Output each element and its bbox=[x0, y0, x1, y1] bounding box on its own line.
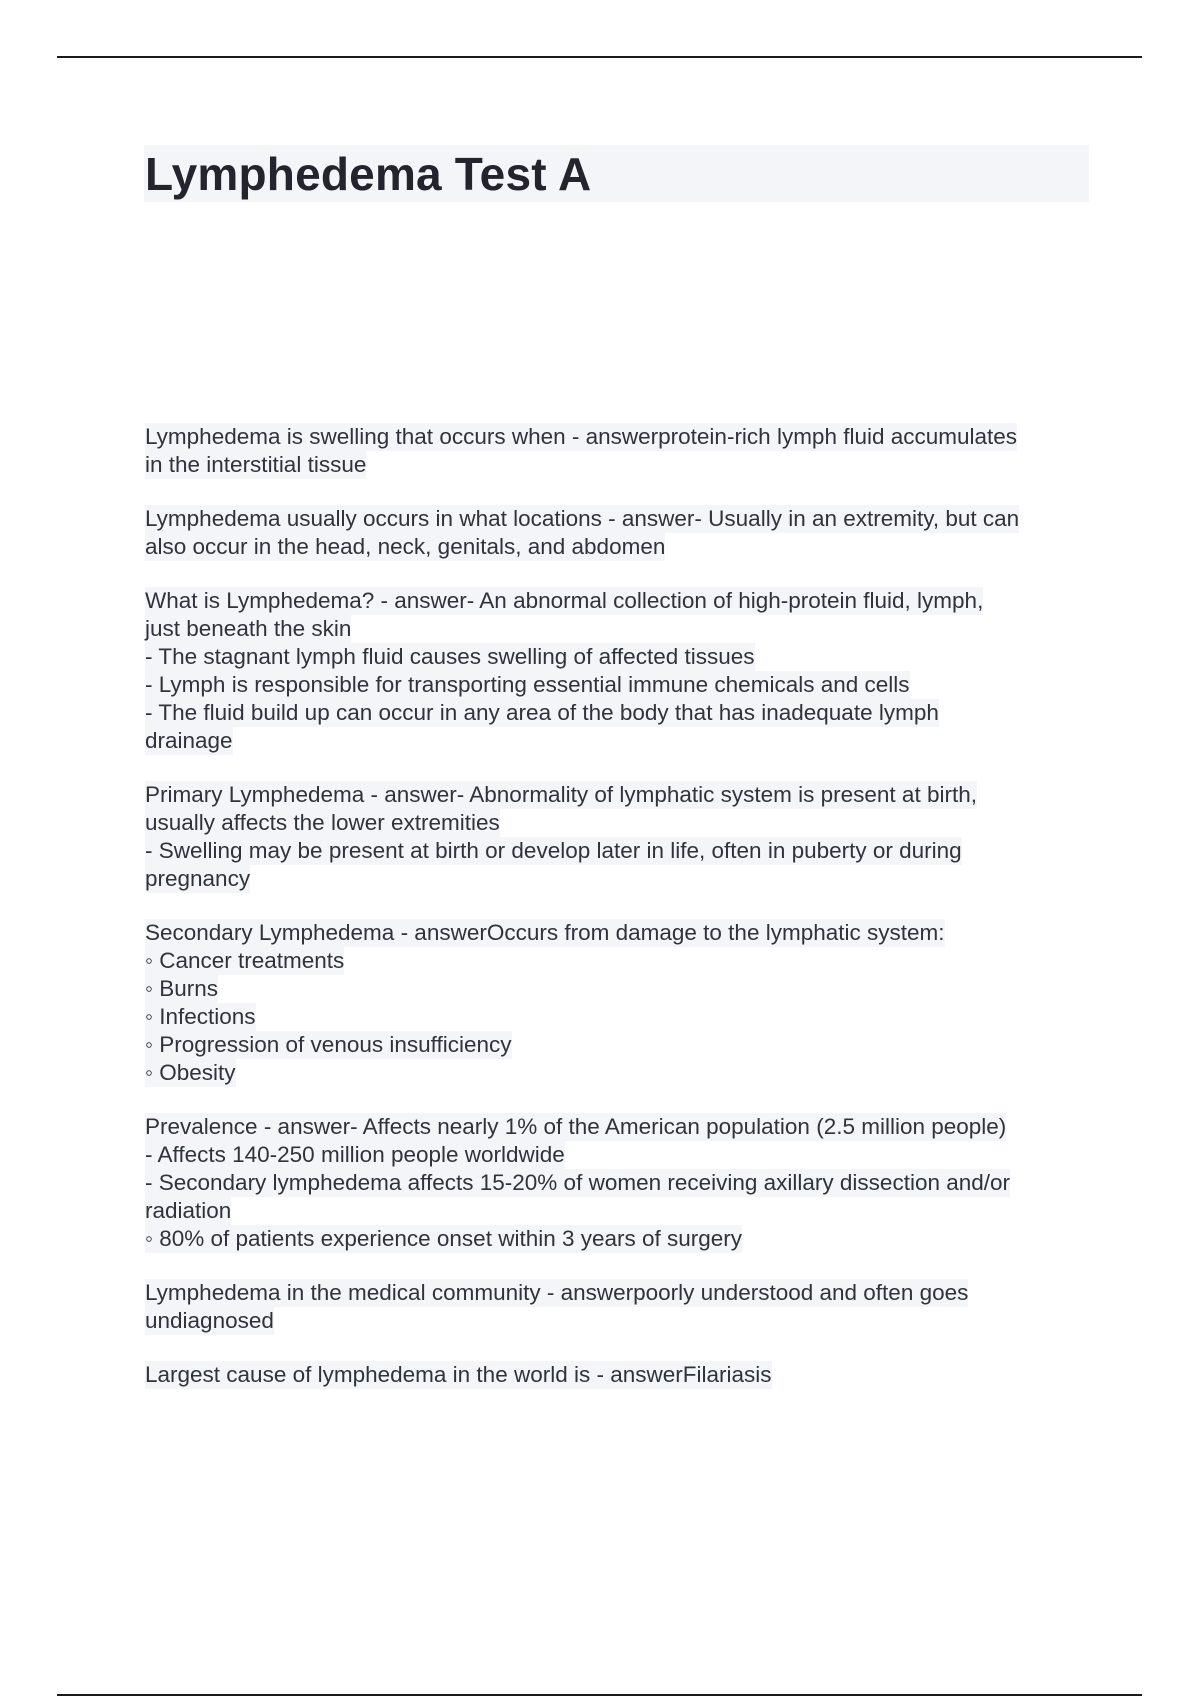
document-body bbox=[145, 423, 1090, 1415]
text-line: - Secondary lymphedema affects 15-20% of women receiving axillary dissection and/or bbox=[145, 1170, 1011, 1195]
text-line: Prevalence - answer- Affects nearly 1% of the American population (2.5 million people) bbox=[145, 1114, 1007, 1139]
bottom-rule bbox=[57, 1694, 1142, 1696]
text-line: Primary Lymphedema - answer- Abnormality of lymphatic system is present at birth, bbox=[145, 782, 977, 807]
text-line: Lymphedema in the medical community - answerpoorly understood and often goes bbox=[145, 1280, 969, 1305]
qa-item bbox=[145, 1361, 1090, 1389]
text-line: - Affects 140-250 million people worldwide bbox=[145, 1142, 565, 1167]
qa-item bbox=[145, 1279, 1090, 1335]
qa-item bbox=[145, 781, 1090, 893]
text-line: undiagnosed bbox=[145, 1308, 274, 1333]
list-bullet-line: ◦ Burns bbox=[145, 976, 219, 1001]
list-bullet-line: ◦ 80% of patients experience onset within 3 years of surgery bbox=[145, 1226, 743, 1251]
text-line: - Swelling may be present at birth or develop later in life, often in puberty or during bbox=[145, 838, 962, 863]
text-line: - Lymph is responsible for transporting essential immune chemicals and cells bbox=[145, 672, 910, 697]
qa-item bbox=[145, 587, 1090, 755]
text-line: Secondary Lymphedema - answerOccurs from damage to the lymphatic system: bbox=[145, 920, 945, 945]
text-line: in the interstitial tissue bbox=[145, 452, 367, 477]
text-line: drainage bbox=[145, 728, 233, 753]
list-bullet-line: ◦ Progression of venous insufficiency bbox=[145, 1032, 512, 1057]
page-title: Lymphedema Test A bbox=[145, 148, 592, 200]
text-line: What is Lymphedema? - answer- An abnormal collection of high-protein fluid, lymph, bbox=[145, 588, 984, 613]
text-line: also occur in the head, neck, genitals, and abdomen bbox=[145, 534, 666, 559]
top-rule bbox=[57, 56, 1142, 58]
list-bullet-line: ◦ Cancer treatments bbox=[145, 948, 345, 973]
qa-item bbox=[145, 1113, 1090, 1253]
text-line: pregnancy bbox=[145, 866, 251, 891]
text-line: radiation bbox=[145, 1198, 232, 1223]
qa-item bbox=[145, 919, 1090, 1087]
text-line: Lymphedema is swelling that occurs when - answerprotein-rich lymph fluid accumulates bbox=[145, 424, 1018, 449]
qa-item bbox=[145, 505, 1090, 561]
list-bullet-line: ◦ Infections bbox=[145, 1004, 256, 1029]
list-bullet-line: ◦ Obesity bbox=[145, 1060, 236, 1085]
text-line: - The stagnant lymph fluid causes swelling of affected tissues bbox=[145, 644, 755, 669]
text-line: just beneath the skin bbox=[145, 616, 352, 641]
qa-item bbox=[145, 423, 1090, 479]
text-line: usually affects the lower extremities bbox=[145, 810, 500, 835]
text-line: Lymphedema usually occurs in what locations - answer- Usually in an extremity, but can bbox=[145, 506, 1020, 531]
text-line: - The fluid build up can occur in any area of the body that has inadequate lymph bbox=[145, 700, 939, 725]
text-line: Largest cause of lymphedema in the world is - answerFilariasis bbox=[145, 1362, 772, 1387]
